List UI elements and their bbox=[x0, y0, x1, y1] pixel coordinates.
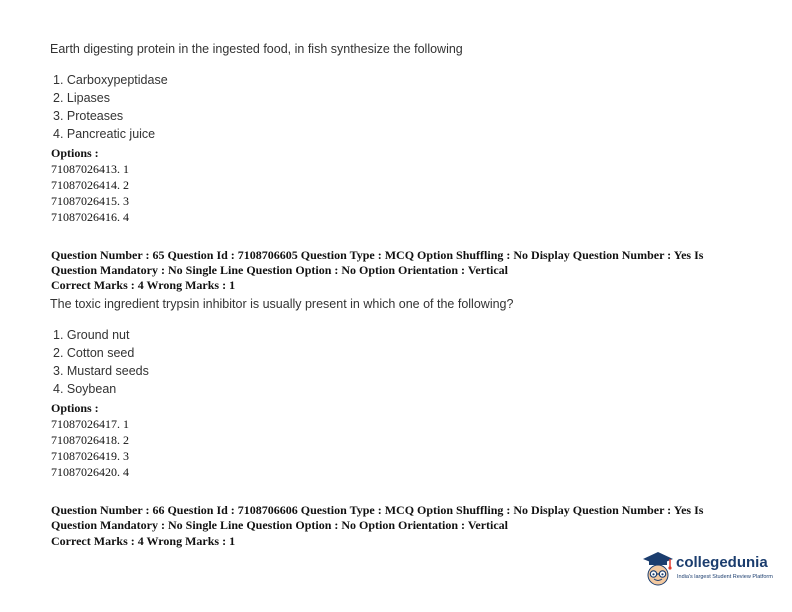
q65-marks: Correct Marks : 4 Wrong Marks : 1 bbox=[51, 278, 236, 292]
q66-meta-line-2: Question Mandatory : No Single Line Question Option : No Option Orientation : Vertical bbox=[51, 518, 509, 532]
question-64-text: Earth digesting protein in the ingested food, in fish synthesize the following bbox=[50, 42, 463, 56]
question-65-text: The toxic ingredient trypsin inhibitor is usually present in which one of the following? bbox=[50, 297, 514, 311]
q64-option-id-3: 71087026415. 3 bbox=[51, 194, 129, 208]
q65-choice-3: 3. Mustard seeds bbox=[53, 364, 149, 378]
q65-options-label: Options : bbox=[51, 401, 99, 415]
q66-marks: Correct Marks : 4 Wrong Marks : 1 bbox=[51, 534, 236, 548]
collegedunia-logo bbox=[640, 548, 780, 592]
q65-option-id-4: 71087026420. 4 bbox=[51, 465, 129, 479]
q64-option-id-4: 71087026416. 4 bbox=[51, 210, 129, 224]
q65-choice-4: 4. Soybean bbox=[53, 382, 117, 396]
q65-option-id-1: 71087026417. 1 bbox=[51, 417, 129, 431]
q65-option-id-2: 71087026418. 2 bbox=[51, 433, 129, 447]
q65-option-id-3: 71087026419. 3 bbox=[51, 449, 129, 463]
q64-options-label: Options : bbox=[51, 146, 99, 160]
q64-option-id-1: 71087026413. 1 bbox=[51, 162, 129, 176]
q64-option-id-2: 71087026414. 2 bbox=[51, 178, 129, 192]
q65-choice-2: 2. Cotton seed bbox=[53, 346, 135, 360]
q64-choice-3: 3. Proteases bbox=[53, 109, 124, 123]
logo-wordmark: collegedunia bbox=[676, 554, 768, 571]
q65-choice-1: 1. Ground nut bbox=[53, 328, 130, 342]
logo-tagline: India's largest Student Review Platform bbox=[677, 574, 773, 580]
q64-choice-4: 4. Pancreatic juice bbox=[53, 127, 156, 141]
q66-meta-line-1: Question Number : 66 Question Id : 7108706606 Question Type : MCQ Option Shuffling : No Display Question Number : Yes Is bbox=[51, 503, 704, 517]
student-mascot-icon bbox=[640, 548, 676, 592]
q65-meta-line-2: Question Mandatory : No Single Line Question Option : No Option Orientation : Vertical bbox=[51, 263, 509, 277]
q65-meta-line-1: Question Number : 65 Question Id : 7108706605 Question Type : MCQ Option Shuffling : No Display Question Number : Yes Is bbox=[51, 248, 704, 262]
q64-choice-1: 1. Carboxypeptidase bbox=[53, 73, 168, 87]
q64-choice-2: 2. Lipases bbox=[53, 91, 110, 105]
